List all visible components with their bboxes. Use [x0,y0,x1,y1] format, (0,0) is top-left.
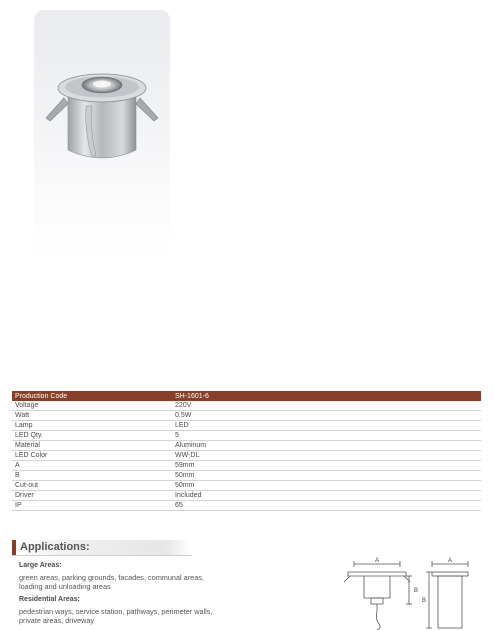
spec-row [12,441,481,451]
side-flange [432,572,468,576]
large-areas-heading: Large Areas: [19,562,62,569]
front-connector [371,598,383,604]
spec-label: LED Qty. [12,431,172,441]
spec-row [12,471,481,481]
spec-header-label: Production Code [12,391,172,401]
spec-label: A [12,461,172,471]
front-flange [348,572,406,576]
spec-label: Lamp [12,421,172,431]
spec-value: Aluminum [172,441,481,451]
spec-value: 50mm [172,481,481,491]
spec-value: 0.5W [172,411,481,421]
spec-label: Voltage [12,401,172,411]
spec-table [12,391,481,511]
side-label-a: A [448,558,453,564]
applications-title: Applications: [20,541,90,553]
spec-row [12,431,481,441]
spec-label: LED Color [12,451,172,461]
spec-label: Cut-out [12,481,172,491]
product-image [34,10,170,260]
spec-row [12,401,481,411]
spec-label: Watt [12,411,172,421]
spec-row [12,421,481,431]
residential-areas-heading: Residential Areas: [19,596,80,603]
front-clips [344,576,410,582]
spec-row [12,411,481,421]
spec-value: Included [172,491,481,501]
residential-areas-text: pedestrian ways, service station, pathways, perimeter walls, private areas, driveway [19,607,213,625]
front-label-b: B [414,588,419,594]
applications-accent [12,540,16,555]
spec-header-value: SH-1601-6 [172,391,481,401]
spec-value: 65 [172,501,481,511]
spec-label: IP [12,501,172,511]
dimension-diagram [340,556,470,630]
spec-value: 50mm [172,471,481,481]
front-label-a: A [375,558,380,564]
front-cable [376,604,380,630]
spec-row [12,451,481,461]
front-body [364,576,390,598]
large-areas-text: green areas, parking grounds, facades, communal areas, loading and unloading areas [19,573,204,591]
side-body [438,576,462,628]
spec-value: 5 [172,431,481,441]
spec-row [12,461,481,471]
spec-label: Driver [12,491,172,501]
spec-value: 59mm [172,461,481,471]
product-image-card [34,10,170,260]
spec-value: LED [172,421,481,431]
spec-header-row [12,391,481,401]
spec-row [12,491,481,501]
spec-label: B [12,471,172,481]
spec-row [12,481,481,491]
spec-value: WW-DL [172,451,481,461]
spec-label: Material [12,441,172,451]
side-label-b: B [422,598,427,604]
spec-value: 220V [172,401,481,411]
spec-row [12,501,481,511]
applications-heading-bar [12,540,192,556]
